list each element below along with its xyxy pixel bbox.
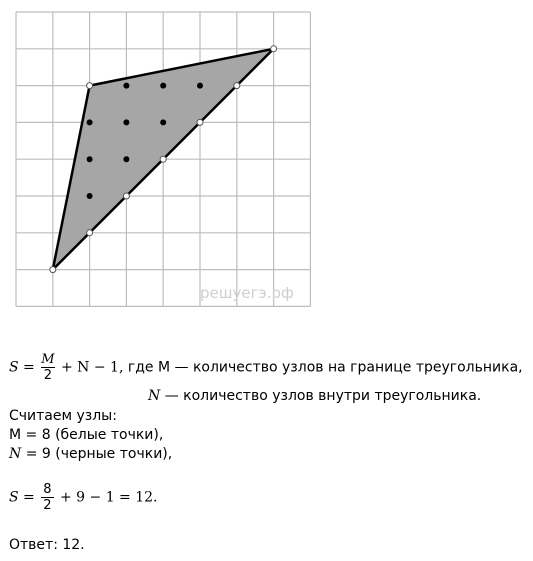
area-calculation xyxy=(9,482,158,513)
calc-denominator: 2 xyxy=(43,498,52,513)
boundary-node xyxy=(50,267,56,273)
formula-S: S xyxy=(9,359,19,376)
formula-rest: + N − 1, xyxy=(61,359,124,376)
watermark: решуегэ.рф xyxy=(200,284,294,302)
triangle-grid-figure xyxy=(0,0,320,320)
calc-numerator: 8 xyxy=(43,482,52,497)
formula-fraction xyxy=(41,352,54,383)
n-count-line xyxy=(9,445,172,463)
formula-explanation-n-line xyxy=(148,387,481,405)
m-count-line: М = 8 (белые точки), xyxy=(9,427,164,443)
formula-explanation-m: где М — количество узлов на границе треугольника, xyxy=(127,359,523,376)
formula-explanation-n: — количество узлов внутри треугольника. xyxy=(164,388,482,404)
n-count-rest: = 9 (черные точки), xyxy=(25,446,173,462)
boundary-node xyxy=(234,83,240,89)
interior-node xyxy=(123,119,129,125)
calc-fraction xyxy=(41,482,53,513)
interior-node xyxy=(123,83,129,89)
interior-node xyxy=(87,119,93,125)
boundary-node xyxy=(197,119,203,125)
interior-node xyxy=(160,119,166,125)
boundary-node xyxy=(87,83,93,89)
boundary-node xyxy=(160,156,166,162)
formula-eq: = xyxy=(23,359,35,376)
boundary-node xyxy=(271,46,277,52)
formula-N: N xyxy=(148,388,161,404)
interior-node xyxy=(87,156,93,162)
interior-node xyxy=(123,156,129,162)
calc-S: S xyxy=(9,489,19,506)
answer: Ответ: 12. xyxy=(9,537,85,553)
boundary-node xyxy=(123,193,129,199)
calc-eq: = xyxy=(23,489,35,506)
interior-node xyxy=(197,83,203,89)
interior-node xyxy=(160,83,166,89)
calc-rest: + 9 − 1 = 12. xyxy=(59,489,158,506)
fraction-numerator: M xyxy=(41,352,55,367)
fraction-denominator: 2 xyxy=(41,367,54,383)
count-heading: Считаем узлы: xyxy=(9,408,117,424)
interior-node xyxy=(87,193,93,199)
n-var: N xyxy=(9,446,22,462)
pick-formula xyxy=(9,352,523,383)
boundary-node xyxy=(87,230,93,236)
